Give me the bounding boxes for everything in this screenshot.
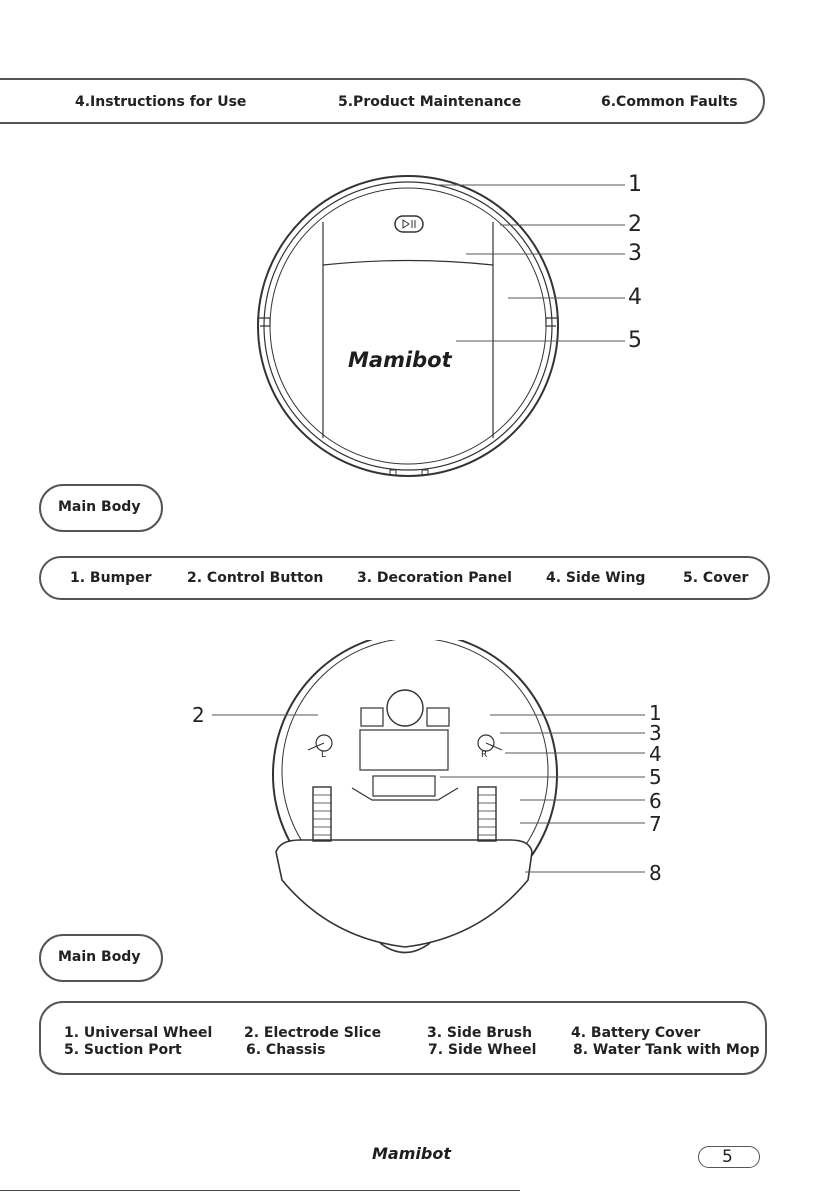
legend-item-chassis: 6. Chassis — [246, 1042, 326, 1058]
callout-bottom-8: 8 — [649, 861, 662, 885]
nav-instructions-link[interactable]: 4.Instructions for Use — [75, 94, 247, 110]
callout-bottom-6: 6 — [649, 789, 662, 813]
legend-item-bumper: 1. Bumper — [70, 570, 152, 586]
footer-rule — [0, 1190, 520, 1191]
legend-item-control-button: 2. Control Button — [187, 570, 324, 586]
nav-faults-link[interactable]: 6.Common Faults — [601, 94, 738, 110]
section-tag-label: Main Body — [58, 499, 141, 515]
callout-5: 5 — [628, 328, 642, 353]
legend-item-universal-wheel: 1. Universal Wheel — [64, 1025, 213, 1041]
legend-item-battery-cover: 4. Battery Cover — [571, 1025, 701, 1041]
robot-bottom-view-illustration — [0, 640, 823, 980]
legend-item-cover: 5. Cover — [683, 570, 749, 586]
legend-item-suction-port: 5. Suction Port — [64, 1042, 182, 1058]
legend-item-side-brush: 3. Side Brush — [427, 1025, 533, 1041]
callout-bottom-1: 1 — [649, 701, 662, 725]
legend-item-side-wing: 4. Side Wing — [546, 570, 646, 586]
callout-4: 4 — [628, 285, 642, 310]
legend-item-side-wheel: 7. Side Wheel — [428, 1042, 537, 1058]
nav-maintenance-link[interactable]: 5.Product Maintenance — [338, 94, 522, 110]
footer-brand-logo: Mamibot — [372, 1144, 451, 1163]
callout-bottom-3: 3 — [649, 721, 662, 745]
left-wheel-marker: L — [321, 750, 327, 760]
callout-electrode-2: 2 — [192, 703, 205, 727]
legend-item-water-tank: 8. Water Tank with Mop — [573, 1042, 760, 1058]
callout-bottom-4: 4 — [649, 742, 662, 766]
legend-item-decoration-panel: 3. Decoration Panel — [357, 570, 512, 586]
section-tag-label: Main Body — [58, 949, 141, 965]
callout-bottom-7: 7 — [649, 812, 662, 836]
right-wheel-marker: R — [481, 750, 488, 760]
page-number: 5 — [722, 1147, 733, 1167]
callout-2: 2 — [628, 212, 642, 237]
callout-1: 1 — [628, 172, 642, 197]
robot-brand-logo: Mamibot — [348, 348, 452, 372]
callout-3: 3 — [628, 241, 642, 266]
callout-bottom-5: 5 — [649, 765, 662, 789]
legend-item-electrode-slice: 2. Electrode Slice — [244, 1025, 382, 1041]
